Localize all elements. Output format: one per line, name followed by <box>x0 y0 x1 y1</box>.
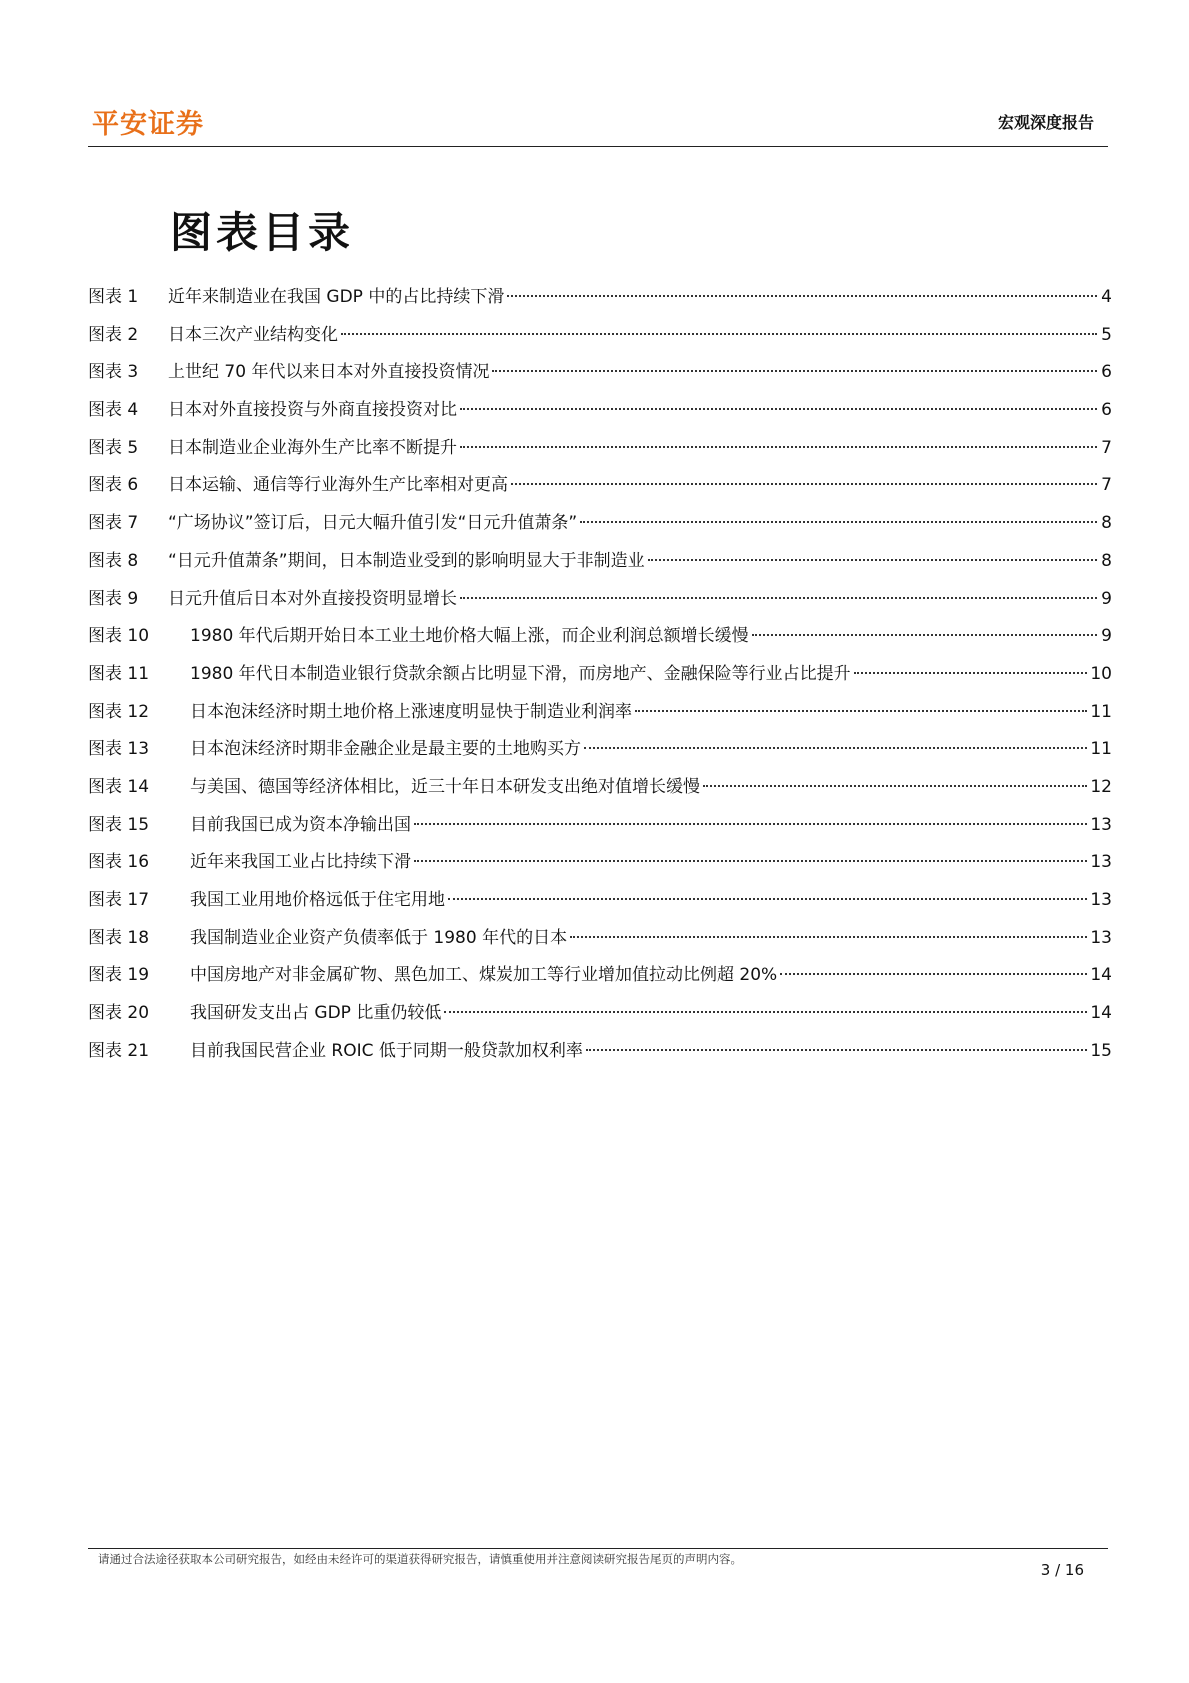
toc-entry-page: 8 <box>1101 513 1112 534</box>
toc-dot-leader <box>635 710 1087 712</box>
report-type-label: 宏观深度报告 <box>997 113 1094 132</box>
page-header <box>88 96 1108 147</box>
toc-entry-page: 15 <box>1090 1040 1112 1061</box>
toc-entry[interactable] <box>88 926 1112 964</box>
toc-entry-label: 图表 4 <box>88 400 139 421</box>
toc-entry-page: 7 <box>1101 437 1112 458</box>
toc-dot-leader <box>780 973 1087 975</box>
toc-dot-leader <box>584 747 1087 749</box>
toc-entry[interactable] <box>88 850 1112 888</box>
toc-entry-page: 11 <box>1090 739 1112 760</box>
toc-dot-leader <box>448 898 1087 900</box>
toc-dot-leader <box>414 860 1087 862</box>
toc-entry-label: 图表 1 <box>88 287 139 307</box>
toc-dot-leader <box>460 408 1097 410</box>
toc-entry[interactable] <box>88 700 1112 738</box>
toc-dot-leader <box>444 1011 1087 1013</box>
toc-entry-label: 图表 19 <box>88 965 150 986</box>
toc-entry-label: 图表 8 <box>88 550 139 571</box>
toc-entry-label: 图表 9 <box>88 588 139 609</box>
toc-entry-title: 日本制造业企业海外生产比率不断提升 <box>168 437 457 458</box>
toc-entry-label: 图表 14 <box>88 776 150 797</box>
toc-entry[interactable] <box>88 398 1112 436</box>
toc-entry[interactable] <box>88 285 1112 323</box>
toc-dot-leader <box>703 785 1087 787</box>
toc-entry-title: 目前我国已成为资本净输出国 <box>190 814 411 835</box>
toc-entry-page: 14 <box>1090 1003 1112 1024</box>
toc-entry-label: 图表 17 <box>88 890 150 910</box>
toc-entry-title: 我国研发支出占 GDP 比重仍较低 <box>190 1003 442 1024</box>
toc-dot-leader <box>511 483 1097 485</box>
toc-entry[interactable] <box>88 511 1112 549</box>
page-title: 图表目录 <box>170 208 355 257</box>
toc-entry[interactable] <box>88 737 1112 775</box>
toc-entry-page: 6 <box>1101 400 1112 421</box>
toc-dot-leader <box>492 370 1097 372</box>
toc-entry-page: 13 <box>1090 852 1112 873</box>
table-of-figures <box>88 285 1112 1076</box>
toc-entry-label: 图表 11 <box>88 663 150 684</box>
toc-entry-title: 日本泡沫经济时期土地价格上涨速度明显快于制造业利润率 <box>190 701 632 722</box>
toc-entry[interactable] <box>88 813 1112 851</box>
toc-entry-page: 13 <box>1090 890 1112 910</box>
toc-dot-leader <box>586 1049 1087 1051</box>
toc-entry-title: 日本泡沫经济时期非金融企业是最主要的土地购买方 <box>190 739 581 760</box>
toc-dot-leader <box>580 521 1097 523</box>
toc-entry-label: 图表 10 <box>88 626 150 647</box>
toc-entry-label: 图表 16 <box>88 852 150 873</box>
toc-entry[interactable] <box>88 473 1112 511</box>
company-logo: 平安证券 <box>92 109 204 140</box>
toc-entry-title: 日元升值后日本对外直接投资明显增长 <box>168 588 457 609</box>
toc-entry-label: 图表 6 <box>88 475 139 496</box>
toc-entry-title: 上世纪 70 年代以来日本对外直接投资情况 <box>168 362 490 383</box>
toc-dot-leader <box>648 559 1097 561</box>
toc-entry-label: 图表 15 <box>88 814 150 835</box>
toc-dot-leader <box>460 597 1097 599</box>
toc-entry[interactable] <box>88 888 1112 926</box>
toc-entry-title: 日本对外直接投资与外商直接投资对比 <box>168 400 457 421</box>
toc-entry-label: 图表 18 <box>88 927 150 948</box>
toc-entry-title: 我国制造业企业资产负债率低于 1980 年代的日本 <box>190 927 568 948</box>
toc-entry-page: 13 <box>1090 814 1112 835</box>
toc-entry-title: “日元升值萧条”期间，日本制造业受到的影响明显大于非制造业 <box>168 550 645 571</box>
toc-dot-leader <box>341 333 1097 335</box>
toc-entry-page: 14 <box>1090 965 1112 986</box>
toc-entry[interactable] <box>88 1039 1112 1077</box>
toc-entry-label: 图表 7 <box>88 513 139 534</box>
toc-entry-page: 10 <box>1090 663 1112 684</box>
toc-entry-title: 1980 年代后期开始日本工业土地价格大幅上涨，而企业利润总额增长缓慢 <box>190 626 749 647</box>
toc-entry-label: 图表 5 <box>88 437 139 458</box>
toc-entry-page: 9 <box>1101 588 1112 609</box>
toc-entry-title: “广场协议”签订后，日元大幅升值引发“日元升值萧条” <box>168 513 578 534</box>
toc-entry-title: 中国房地产对非金属矿物、黑色加工、煤炭加工等行业增加值拉动比例超 20% <box>190 965 778 986</box>
toc-entry-page: 7 <box>1101 475 1112 496</box>
toc-entry[interactable] <box>88 775 1112 813</box>
toc-dot-leader <box>752 634 1097 636</box>
toc-entry-page: 11 <box>1090 701 1112 722</box>
toc-entry-label: 图表 3 <box>88 362 139 383</box>
toc-entry-label: 图表 2 <box>88 324 139 345</box>
toc-entry-label: 图表 13 <box>88 739 150 760</box>
toc-dot-leader <box>570 936 1087 938</box>
toc-entry-page: 6 <box>1101 362 1112 383</box>
toc-entry-page: 8 <box>1101 550 1112 571</box>
toc-entry-page: 5 <box>1101 324 1112 345</box>
toc-entry-title: 目前我国民营企业 ROIC 低于同期一般贷款加权利率 <box>190 1040 583 1061</box>
toc-entry-title: 近年来制造业在我国 GDP 中的占比持续下滑 <box>168 287 505 307</box>
toc-entry-title: 与美国、德国等经济体相比，近三十年日本研发支出绝对值增长缓慢 <box>190 776 700 797</box>
toc-entry[interactable] <box>88 436 1112 474</box>
toc-dot-leader <box>414 823 1087 825</box>
toc-dot-leader <box>460 446 1097 448</box>
toc-entry[interactable] <box>88 323 1112 361</box>
toc-entry[interactable] <box>88 587 1112 625</box>
toc-dot-leader <box>854 672 1088 674</box>
toc-entry-title: 日本运输、通信等行业海外生产比率相对更高 <box>168 475 508 496</box>
toc-entry[interactable] <box>88 1001 1112 1039</box>
toc-entry-label: 图表 12 <box>88 701 150 722</box>
toc-entry-title: 日本三次产业结构变化 <box>168 324 338 345</box>
toc-entry[interactable] <box>88 662 1112 700</box>
toc-entry-page: 9 <box>1101 626 1112 647</box>
toc-entry-title: 1980 年代日本制造业银行贷款余额占比明显下滑，而房地产、金融保险等行业占比提升 <box>190 663 851 684</box>
toc-entry[interactable] <box>88 963 1112 1001</box>
page-footer <box>88 1548 1108 1579</box>
toc-entry[interactable] <box>88 624 1112 662</box>
toc-entry-label: 图表 21 <box>88 1040 150 1061</box>
toc-entry[interactable] <box>88 360 1112 398</box>
toc-entry-label: 图表 20 <box>88 1003 150 1024</box>
page-number: 3 / 16 <box>1040 1561 1084 1579</box>
toc-entry-page: 12 <box>1090 776 1112 797</box>
toc-dot-leader <box>507 295 1097 297</box>
toc-entry-page: 13 <box>1090 927 1112 948</box>
toc-entry-title: 近年来我国工业占比持续下滑 <box>190 852 411 873</box>
toc-entry[interactable] <box>88 549 1112 587</box>
footer-disclaimer: 请通过合法途径获取本公司研究报告，如经由未经许可的渠道获得研究报告，请慎重使用并注意阅读研究报告尾页的声明内容。 <box>98 1552 742 1566</box>
toc-entry-title: 我国工业用地价格远低于住宅用地 <box>190 890 445 910</box>
toc-entry-page: 4 <box>1101 287 1112 307</box>
